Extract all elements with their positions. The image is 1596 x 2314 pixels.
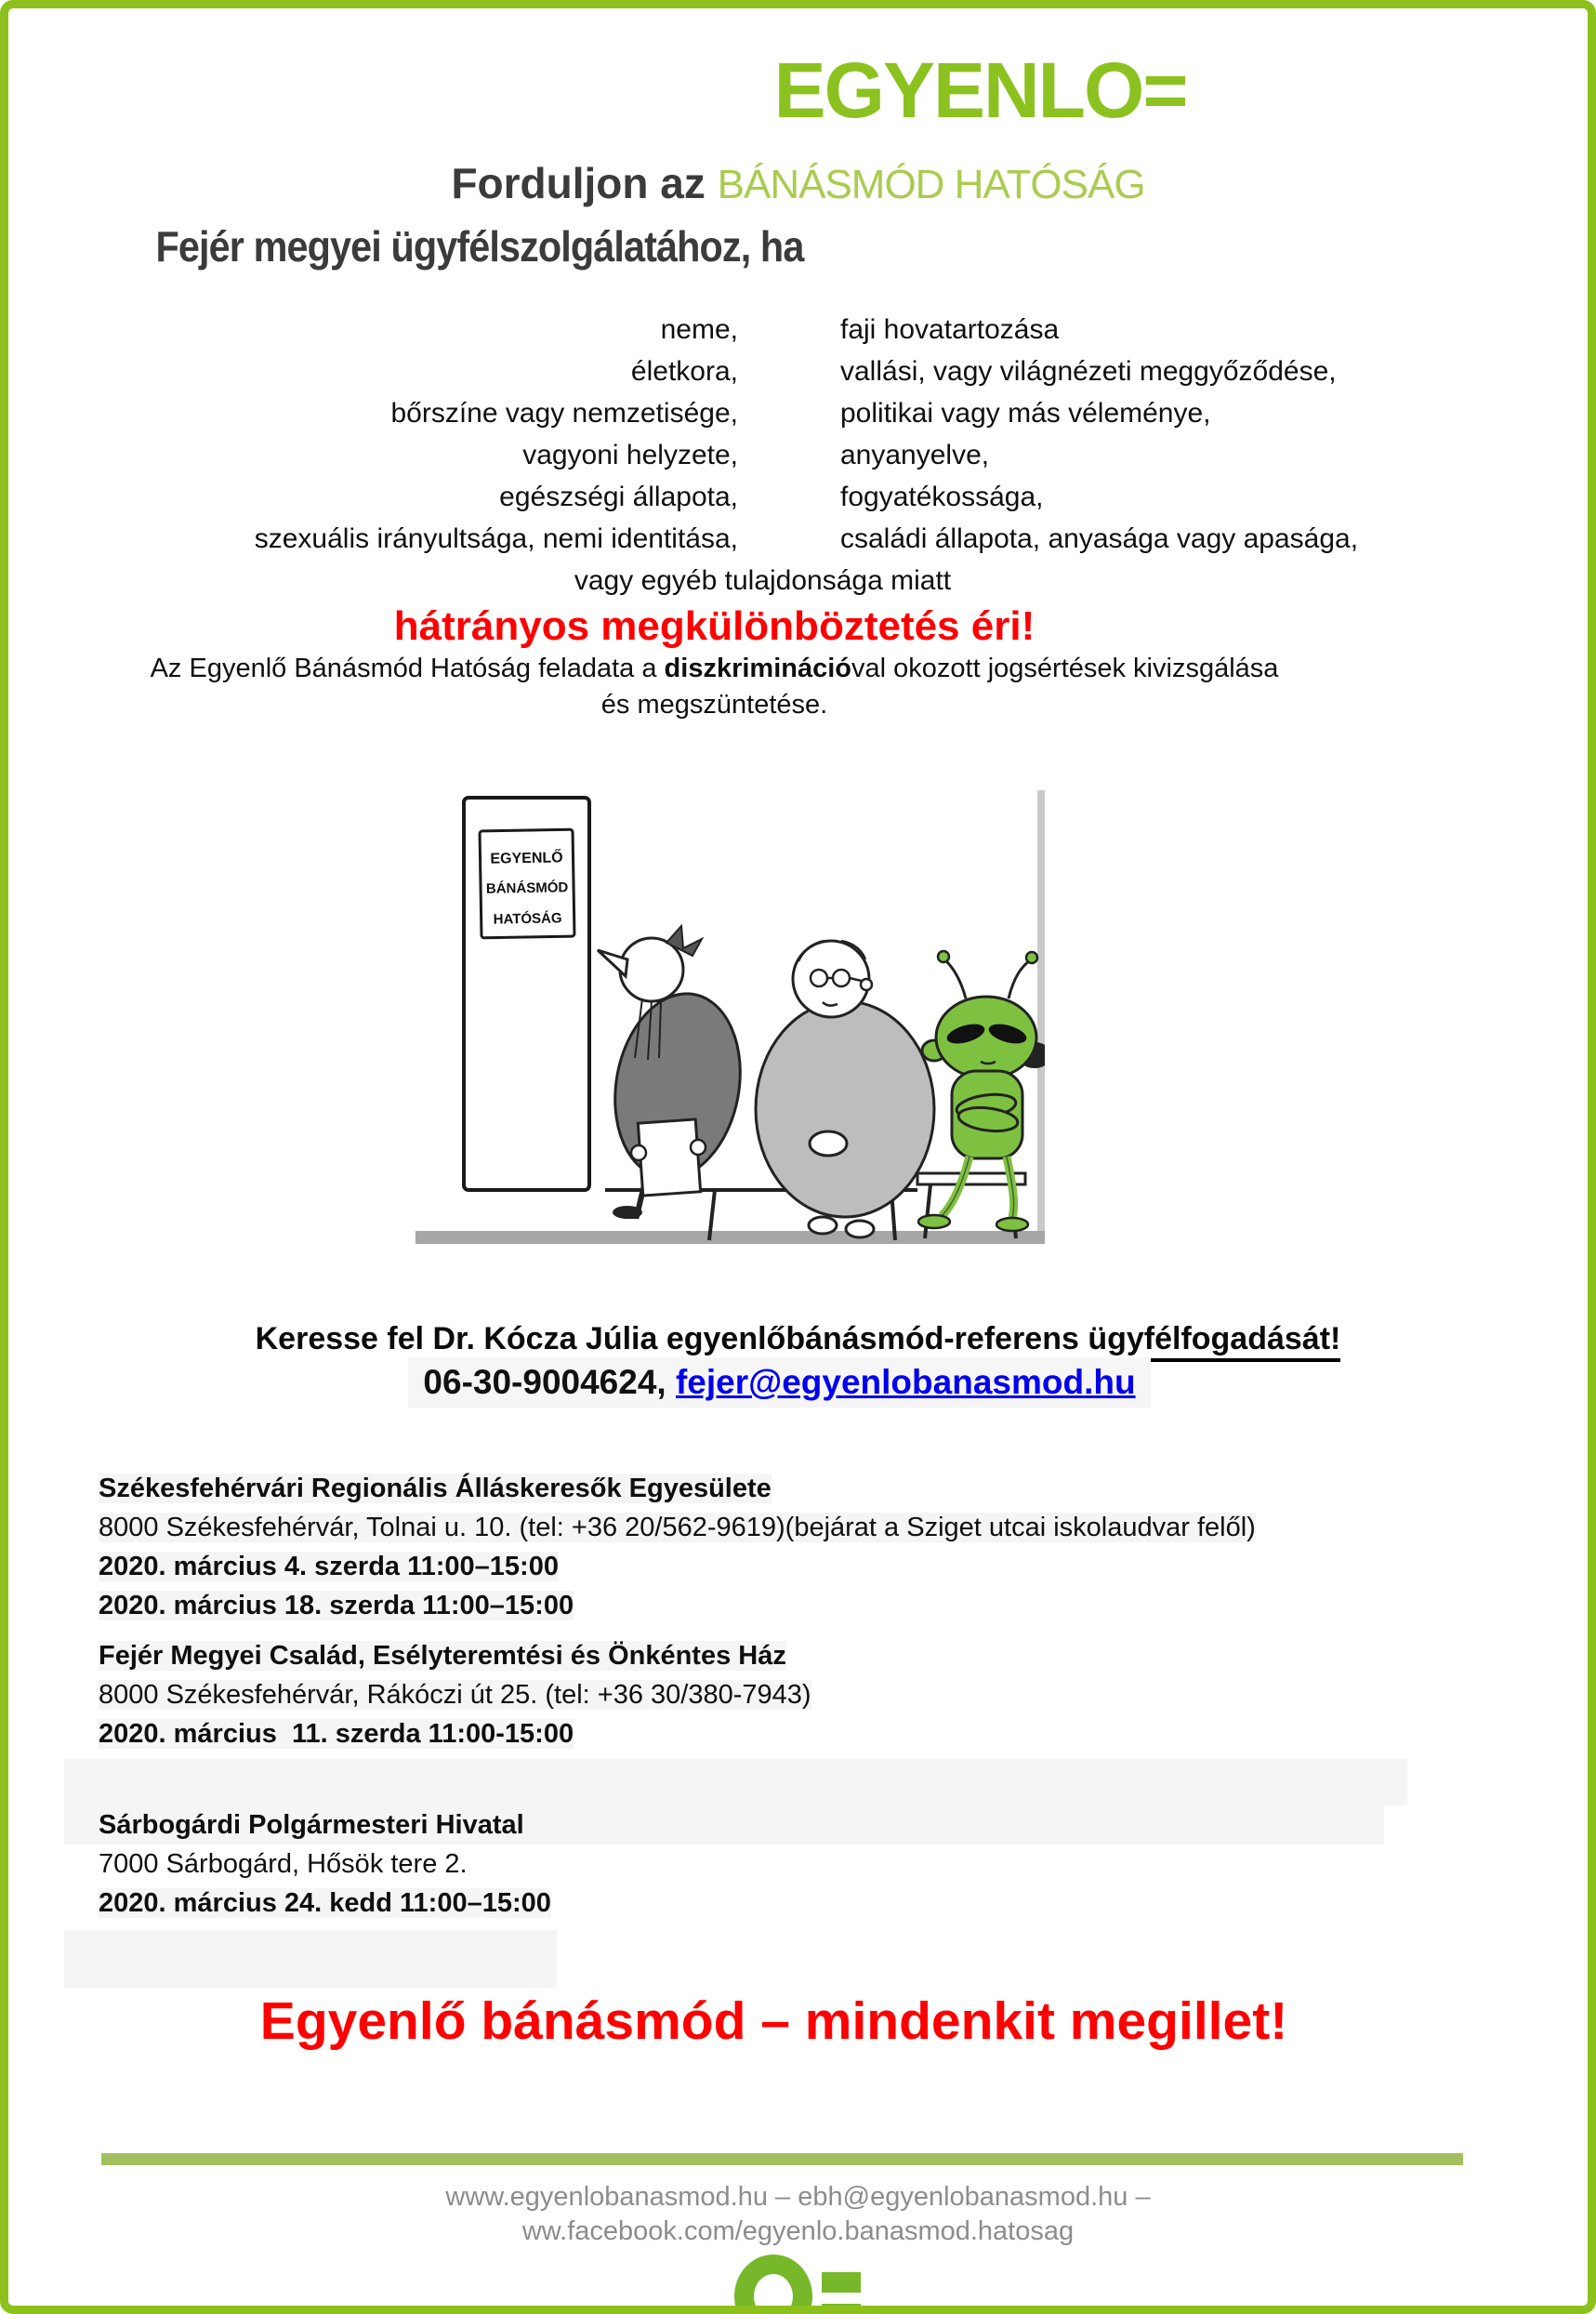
ground-item: szexuális irányultsága, nemi identitása,: [254, 523, 738, 554]
grounds-row: [8, 309, 1588, 350]
footer-logo-mark: [8, 2253, 1588, 2314]
ground-item: vagyoni helyzete,: [522, 440, 738, 470]
ground-item: bőrszíne vagy nemzetisége,: [390, 398, 738, 429]
location-name: Sárbogárdi Polgármesteri Hivatal: [64, 1805, 1384, 1845]
grounds-row: [8, 518, 1588, 560]
email-link[interactable]: fejer@egyenlobanasmod.hu: [675, 1363, 1136, 1401]
slogan: Egyenlő bánásmód – mindenkit megillet!: [259, 1991, 1288, 2051]
location-name: Fejér Megyei Család, Esélyteremtési és Önkéntes Ház: [99, 1641, 786, 1671]
ground-item: faji hovatartozása: [840, 314, 1060, 345]
warning-text: és megszüntetése.: [600, 690, 828, 720]
ground-item: anyanyelve,: [840, 440, 990, 470]
footer-divider-bar: [101, 2153, 1463, 2165]
scan-artifact-gray-box: [64, 1759, 1407, 1805]
contact-phone-line: [8, 1357, 1588, 1408]
location-date: 2020. március 4. szerda 11:00–15:00: [99, 1552, 559, 1581]
footer-line-1: www.egyenlobanasmod.hu – ebh@egyenlobanasmod.hu –: [445, 2182, 1151, 2212]
ground-item: neme,: [660, 314, 738, 345]
warning-paragraph: [8, 651, 1588, 723]
location-block-2: [99, 1636, 1588, 1753]
ground-item: családi állapota, anyasága vagy apasága,: [840, 523, 1359, 554]
location-date: 2020. március 18. szerda 11:00–15:00: [99, 1591, 574, 1620]
location-date: 2020. március 24. kedd 11:00–15:00: [99, 1888, 551, 1918]
warning-bold-word: diszkrimináció: [664, 654, 852, 683]
grounds-row: [8, 350, 1588, 392]
ground-item: politikai vagy más véleménye,: [840, 398, 1211, 429]
ground-item: vallási, vagy világnézeti meggyőződése,: [840, 356, 1337, 387]
org-logo-subtitle: BÁNÁSMÓD HATÓSÁG: [717, 162, 1145, 207]
location-address: 7000 Sárbogárd, Hősök tere 2.: [99, 1849, 468, 1879]
ground-item: egészségi állapota,: [499, 482, 738, 512]
cartoon-person-woman: [598, 926, 754, 1219]
location-date: 2020. március 11. szerda 11:00-15:00: [99, 1719, 574, 1749]
cartoon-person-man: [756, 941, 934, 1237]
title-prefix: Forduljon az: [451, 159, 718, 207]
referent-name-underlined: Dr. Kócza Júlia egyenlőbánásmód-referens ügyfélfogadását!: [433, 1321, 1341, 1362]
org-logo-wordmark: EGYENLO=: [773, 46, 1187, 134]
scan-artifact-gray-box: [64, 1930, 557, 1988]
cartoon-illustration: [408, 779, 1045, 1244]
grounds-other-line: vagy egyéb tulajdonsága miatt: [574, 565, 952, 596]
footer-line-2: ww.facebook.com/egyenlo.banasmod.hatosag: [521, 2216, 1075, 2246]
location-address: 8000 Székesfehérvár, Rákóczi út 25. (tel: +36 30/380-7943): [99, 1680, 811, 1710]
cartoon-alien: [918, 951, 1045, 1231]
cartoon-sign-line: HATÓSÁG: [493, 910, 562, 928]
warning-text: Az Egyenlő Bánásmód Hatóság feladata a: [150, 654, 665, 683]
grounds-row: [8, 392, 1588, 434]
locations-section: [99, 1469, 1588, 1988]
title-line-1: [8, 158, 1588, 219]
cartoon-sign-line: BÁNÁSMÓD: [485, 879, 569, 897]
location-name: Székesfehérvári Regionális Álláskeresők Egyesülete: [99, 1474, 772, 1503]
ground-item: fogyatékossága,: [840, 482, 1044, 512]
cartoon-sign-line: EGYENLŐ: [490, 850, 563, 867]
grounds-row: [8, 434, 1588, 476]
contact-lead-line: [8, 1320, 1588, 1357]
org-logo-row: [8, 46, 1588, 158]
footer-links: [8, 2180, 1588, 2249]
location-block-1: [99, 1469, 1588, 1625]
location-address: 8000 Székesfehérvár, Tolnai u. 10. (tel: +36 20/562-9619)(bejárat a Sziget utcai iskolaudvar felől): [99, 1513, 1256, 1542]
equal-sign-logo-icon: [729, 2253, 868, 2314]
title-line-2: Fejér megyei ügyfélszolgálatához, ha: [155, 222, 804, 271]
phone-number: 06-30-9004624,: [423, 1363, 676, 1401]
ground-item: életkora,: [630, 356, 738, 387]
warning-text: val okozott jogsértések kivizsgálása: [851, 654, 1279, 683]
grounds-list: [8, 309, 1588, 560]
contact-lead-text: Keresse fel: [255, 1321, 433, 1356]
phone-email-highlight: [408, 1357, 1150, 1408]
location-block-3: [99, 1805, 1588, 1923]
warning-headline: hátrányos megkülönböztetés éri!: [393, 603, 1035, 649]
waiting-room-cartoon: [408, 779, 1045, 1244]
grounds-row: [8, 476, 1588, 518]
